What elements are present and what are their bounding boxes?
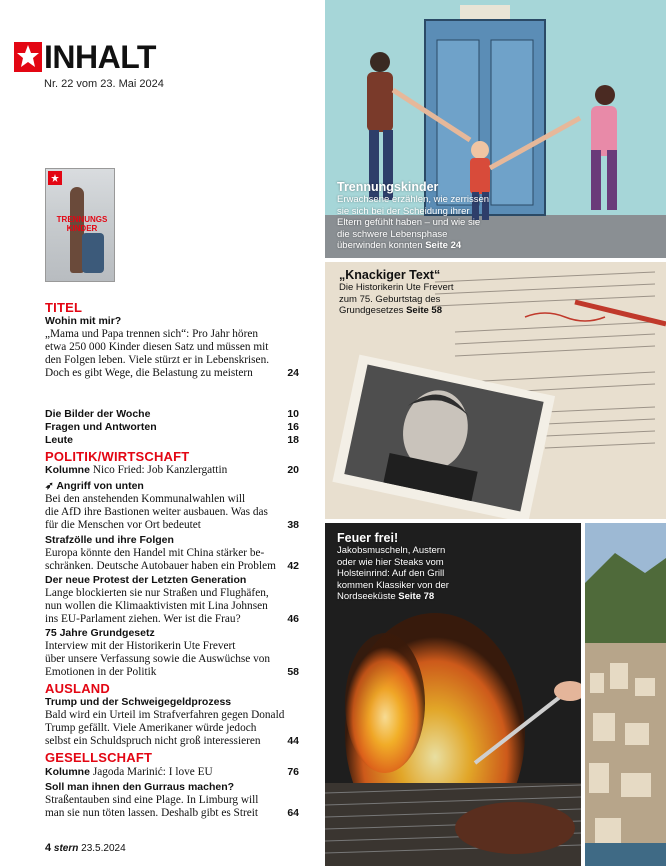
caption-line: Die Historikerin Ute Frevert xyxy=(339,282,454,293)
entry-line: ins EU-Parlament ziehen. Wer ist die Frau? xyxy=(45,613,241,625)
entry-headline: Soll man ihnen den Gurraus machen? xyxy=(45,781,235,793)
entry-headline: Strafzölle und ihre Folgen xyxy=(45,534,174,546)
caption-line: oder wie hier Steaks vom xyxy=(337,556,444,568)
toc-entry-gurrau[interactable] xyxy=(45,781,297,820)
cover-figure xyxy=(82,233,104,273)
toc-entry-zoelle[interactable] xyxy=(45,534,297,573)
entry-line: man sie nun töten lassen. Deshalb gibt es Streit xyxy=(45,807,259,819)
entry-label: Kolumne xyxy=(45,766,90,778)
footer-brand: stern xyxy=(53,843,79,854)
page-number: 58 xyxy=(287,666,299,678)
section-titel: TITEL xyxy=(45,300,83,315)
section-ausland: AUSLAND xyxy=(45,681,110,696)
grundgesetz-photo[interactable] xyxy=(325,262,666,519)
caption-line: Grundgesetzes xyxy=(339,305,404,316)
caption-line: sie sich bei der Scheidung ihrer xyxy=(337,205,470,217)
section-gesellschaft: GESELLSCHAFT xyxy=(45,750,153,765)
entry-text: Jagoda Marinić: I love EU xyxy=(92,766,213,778)
toc-entry-trump[interactable] xyxy=(45,696,297,748)
toc-entry-titel[interactable] xyxy=(45,315,297,380)
entry-line: Interview mit der Historikerin Ute Frevert xyxy=(45,640,236,652)
entry-line: Trump gefällt. Viele Amerikaner würde jedoch xyxy=(45,722,257,734)
page-footer xyxy=(45,842,126,854)
entry-line: über unsere Verfassung sowie die Auswüchse von xyxy=(45,653,271,665)
entry-line: „Mama und Papa trennen sich“: Pro Jahr hören xyxy=(45,328,259,340)
caption-line: Nordseeküste xyxy=(337,591,396,602)
entry-headline: 75 Jahre Grundgesetz xyxy=(45,627,155,639)
toc-entry-angriff[interactable] xyxy=(45,480,297,532)
page-number: 76 xyxy=(287,766,299,778)
caption-title: „Knackiger Text“ xyxy=(339,268,441,282)
page-number: 44 xyxy=(287,735,299,747)
cover-logo-icon xyxy=(48,171,62,185)
page-number: 10 xyxy=(287,408,299,420)
footer-page-number: 4 xyxy=(45,842,52,854)
entry-line: Europa könnte den Handel mit China stärker be- xyxy=(45,547,265,559)
entry-line: Lange blockierten sie nur Straßen und Flughäfen, xyxy=(45,587,269,599)
page-number: 42 xyxy=(287,560,299,572)
magazine-cover-thumbnail[interactable] xyxy=(45,168,115,282)
caption-page-ref[interactable]: Seite 24 xyxy=(425,240,462,251)
entry-headline: Angriff von unten xyxy=(56,480,144,492)
page-number: 20 xyxy=(287,464,299,476)
entry-line: Bald wird ein Urteil im Strafverfahren gegen Donald xyxy=(45,709,285,721)
caption-line: überwinden konnten xyxy=(337,240,423,251)
toc-entry-grundgesetz[interactable] xyxy=(45,627,297,679)
trennungskinder-illustration[interactable] xyxy=(325,0,666,258)
grill-photo[interactable] xyxy=(325,523,581,866)
image-column xyxy=(325,0,666,866)
entry-line: schränken. Deutsche Autobauer haben ein Problem xyxy=(45,560,276,572)
page-number: 24 xyxy=(287,367,299,379)
entry-line: die AfD ihre Bastionen weiter ausbauen. Was das xyxy=(45,506,268,518)
page-title: INHALT xyxy=(44,39,156,75)
cover-title: TRENNUNGS KINDER xyxy=(56,215,108,233)
toc-entry-kolumne[interactable] xyxy=(45,464,297,477)
entry-line: für die Menschen vor Ort bedeutet xyxy=(45,519,201,531)
caption-page-ref[interactable]: Seite 78 xyxy=(398,591,435,602)
entry-text: Nico Fried: Job Kanzlergattin xyxy=(92,464,228,476)
entry-line: den Folgen leben. Viele stürzt er in Lebenskrisen. xyxy=(45,354,270,366)
caption-line: Eltern gefühlt haben – und wie sie xyxy=(337,217,481,228)
caption-line: Erwachsene erzählen, wie zerrissen xyxy=(337,194,490,205)
town-landscape-icon xyxy=(585,523,666,866)
contents-column xyxy=(0,0,318,866)
coastal-town-photo[interactable] xyxy=(585,523,666,866)
caption-title: Trennungskinder xyxy=(337,180,439,194)
entry-headline: Trump und der Schweigegeldprozess xyxy=(45,696,232,708)
page-number: 38 xyxy=(287,519,299,531)
toc-entry-protest[interactable] xyxy=(45,574,297,626)
entry-line: Emotionen in der Politik xyxy=(45,666,157,678)
caption-title: Feuer frei! xyxy=(337,531,399,545)
caption-feuer-frei xyxy=(337,531,449,603)
toc-item[interactable]: Leute xyxy=(45,434,74,446)
entry-line: etwa 250 000 Kinder diesen Satz und müssen mit xyxy=(45,341,269,353)
caption-line: kommen Klassiker von der xyxy=(337,579,449,591)
caption-line: zum 75. Geburtstag des xyxy=(339,293,441,305)
page-number: 64 xyxy=(287,807,299,819)
entry-line: Straßentauben sind eine Plage. In Limburg will xyxy=(45,794,259,806)
toc-entry-kolumne-gesellschaft[interactable] xyxy=(45,766,297,779)
issue-info: Nr. 22 vom 23. Mai 2024 xyxy=(44,78,164,90)
entry-line: Doch es gibt Wege, die Belastung zu meistern xyxy=(45,367,253,379)
caption-trennungskinder xyxy=(337,180,489,252)
entry-line: Bei den anstehenden Kommunalwahlen will xyxy=(45,493,246,505)
page-number: 16 xyxy=(287,421,299,433)
caption-knackiger-text xyxy=(339,268,454,317)
entry-headline: Der neue Protest der Letzten Generation xyxy=(45,574,247,586)
entry-label: Kolumne xyxy=(45,464,90,476)
caption-line: Jakobsmuscheln, Austern xyxy=(337,545,446,556)
footer-date: 23.5.2024 xyxy=(81,843,126,854)
entry-headline: Wohin mit mir? xyxy=(45,315,122,327)
caption-line: Holsteinrind: Auf den Grill xyxy=(337,568,445,579)
toc-item[interactable]: Die Bilder der Woche xyxy=(45,408,151,420)
caption-page-ref[interactable]: Seite 58 xyxy=(406,305,442,316)
section-politik: POLITIK/WIRTSCHAFT xyxy=(45,449,190,464)
caption-line: die schwere Lebensphase xyxy=(337,228,448,240)
page-number: 46 xyxy=(287,613,299,625)
arrow-icon: ➶ xyxy=(45,480,54,492)
entry-line: selbst ein Schuldspruch nicht groß interessieren xyxy=(45,735,261,747)
page-number: 18 xyxy=(287,434,299,446)
entry-line: nun wollen die Klimaaktivisten mit Lina Johnsen xyxy=(45,600,268,612)
toc-item[interactable]: Fragen und Antworten xyxy=(45,421,157,433)
stern-logo-icon xyxy=(14,42,42,72)
masthead xyxy=(14,39,156,75)
